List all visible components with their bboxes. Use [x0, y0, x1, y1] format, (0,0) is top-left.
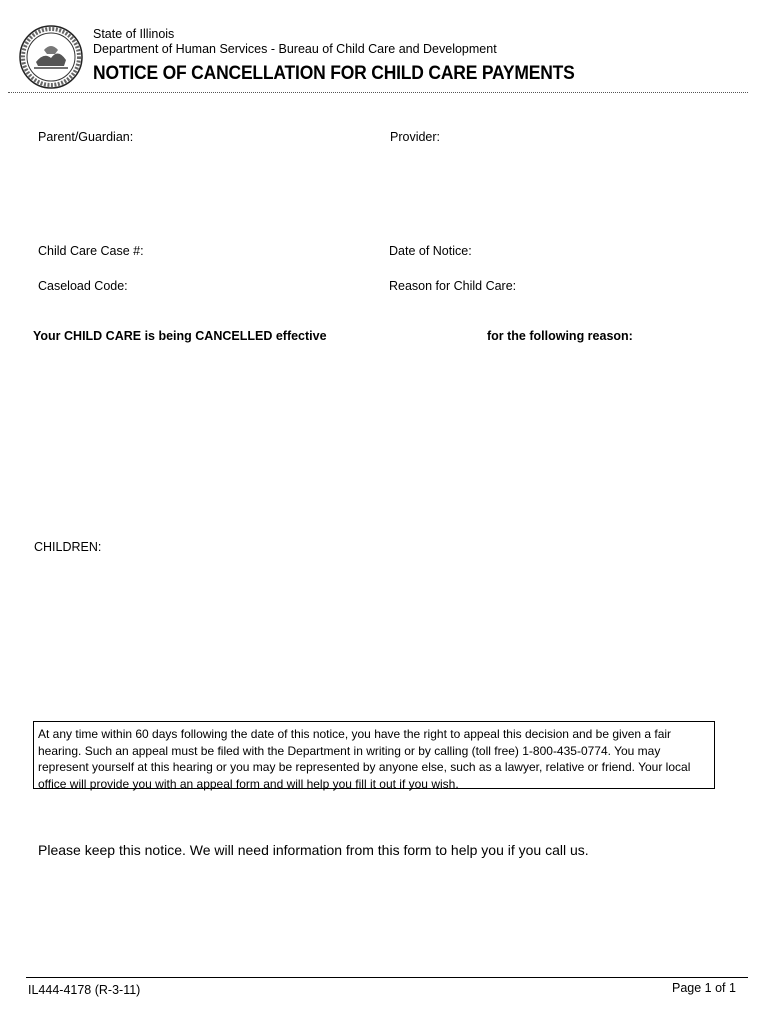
page-title: NOTICE OF CANCELLATION FOR CHILD CARE PAYMENTS — [93, 63, 575, 84]
caseload-code-label: Caseload Code: — [38, 279, 128, 293]
header-divider — [8, 92, 748, 93]
provider-label: Provider: — [390, 130, 441, 144]
case-number-label: Child Care Case #: — [38, 244, 144, 258]
reason-for-care-label: Reason for Child Care: — [389, 279, 517, 293]
form-number: IL444-4178 (R-3-11) — [28, 983, 141, 997]
department-name: Department of Human Services - Bureau of Child Care and Development — [93, 42, 497, 56]
cancellation-effective-text: Your CHILD CARE is being CANCELLED effective — [33, 329, 327, 343]
illinois-state-seal-icon — [18, 24, 84, 90]
parent-guardian-label: Parent/Guardian: — [38, 130, 134, 144]
state-name: State of Illinois — [93, 27, 175, 41]
children-label: CHILDREN: — [34, 540, 102, 554]
date-of-notice-label: Date of Notice: — [389, 244, 472, 258]
page-number: Page 1 of 1 — [672, 981, 736, 995]
keep-notice-text: Please keep this notice. We will need information from this form to help you if you call us. — [38, 842, 589, 858]
cancellation-reason-text: for the following reason: — [487, 329, 633, 343]
appeal-rights-box: At any time within 60 days following the date of this notice, you have the right to appeal this decision and be given a fair hearing. Such an appeal must be filed with the Department in writing or by calling (toll free) 1-800-435-0774. You may represent yourself at this hearing or you may be represented by anyone else, such as a lawyer, relative or friend. Your local office will provide you with an appeal form and will help you fill it out if you wish. — [33, 721, 715, 789]
footer-divider — [26, 977, 748, 978]
